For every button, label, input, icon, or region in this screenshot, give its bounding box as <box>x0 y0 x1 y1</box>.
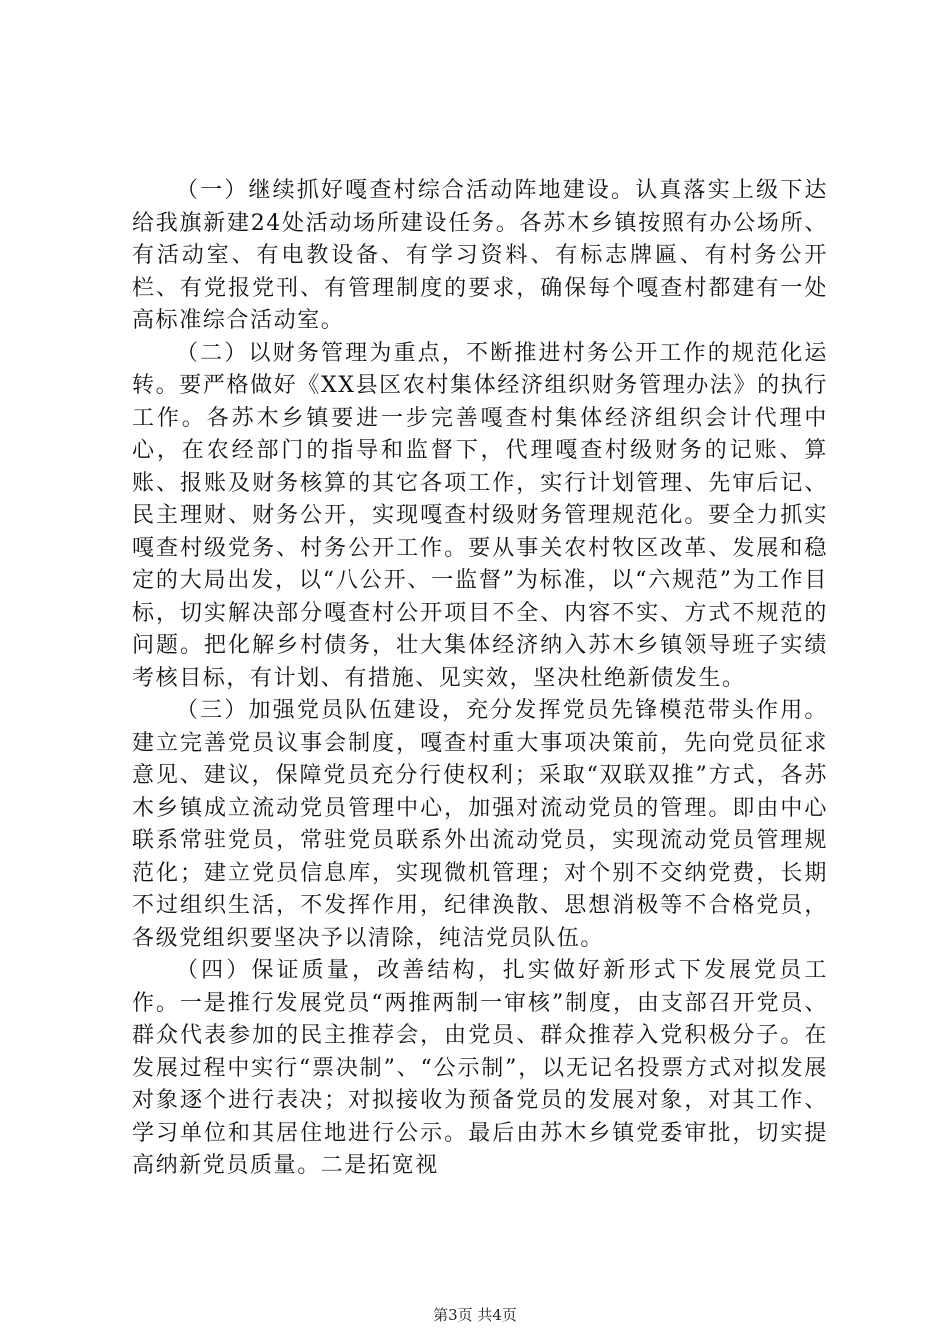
paragraph-3: （三）加强党员队伍建设，充分发挥党员先锋模范带头作用。建立完善党员议事会制度，嘎查村重大事项决策前，先向党员征求意见、建议，保障党员充分行使权利；采取“双联双推”方式，各苏木乡镇成立流动党员管理中心，加强对流动党员的管理。即由中心联系常驻党员，常驻党员联系外出流动党员，实现流动党员管理规范化；建立党员信息库，实现微机管理；对个别不交纳党费，长期不过组织生活，不发挥作用，纪律涣散、思想消极等不合格党员，各级党组织要坚决予以清除，纯洁党员队伍。 <box>132 698 828 951</box>
paragraph-2: （二）以财务管理为重点，不断推进村务公开工作的规范化运转。要严格做好《XX县区农村集体经济组织财务管理办法》的执行工作。各苏木乡镇要进一步完善嘎查村集体经济组织会计代理中心，在农经部门的指导和监督下，代理嘎查村级财务的记账、算账、报账及财务核算的其它各项工作，实行计划管理、先审后记、民主理财、财务公开，实现嘎查村级财务管理规范化。要全力抓实嘎查村级党务、村务公开工作。要从事关农村牧区改革、发展和稳定的大局出发，以“八公开、一监督”为标准，以“六规范”为工作目标，切实解决部分嘎查村公开项目不全、内容不实、方式不规范的问题。把化解乡村债务，壮大集体经济纳入苏木乡镇领导班子实绩考核目标，有计划、有措施、见实效，坚决杜绝新债发生。 <box>132 340 828 691</box>
paragraph-4: （四）保证质量，改善结构，扎实做好新形式下发展党员工作。一是推行发展党员“两推两制一审核”制度，由支部召开党员、群众代表参加的民主推荐会，由党员、群众推荐入党积极分子。在发展过程中实行“票决制”、“公示制”，以无记名投票方式对拟发展对象逐个进行表决；对拟接收为预备党员的发展对象，对其工作、学习单位和其居住地进行公示。最后由苏木乡镇党委审批，切实提高纳新党员质量。二是拓宽视 <box>132 958 828 1178</box>
page-footer: 第3页 共4页 <box>433 1306 517 1324</box>
paragraph-1: （一）继续抓好嘎查村综合活动阵地建设。认真落实上级下达给我旗新建24处活动场所建设任务。各苏木乡镇按照有办公场所、有活动室、有电教设备、有学习资料、有标志牌匾、有村务公开栏、有党报党刊、有管理制度的要求，确保每个嘎查村都建有一处高标准综合活动室。 <box>132 178 828 333</box>
document-body <box>132 175 828 1183</box>
